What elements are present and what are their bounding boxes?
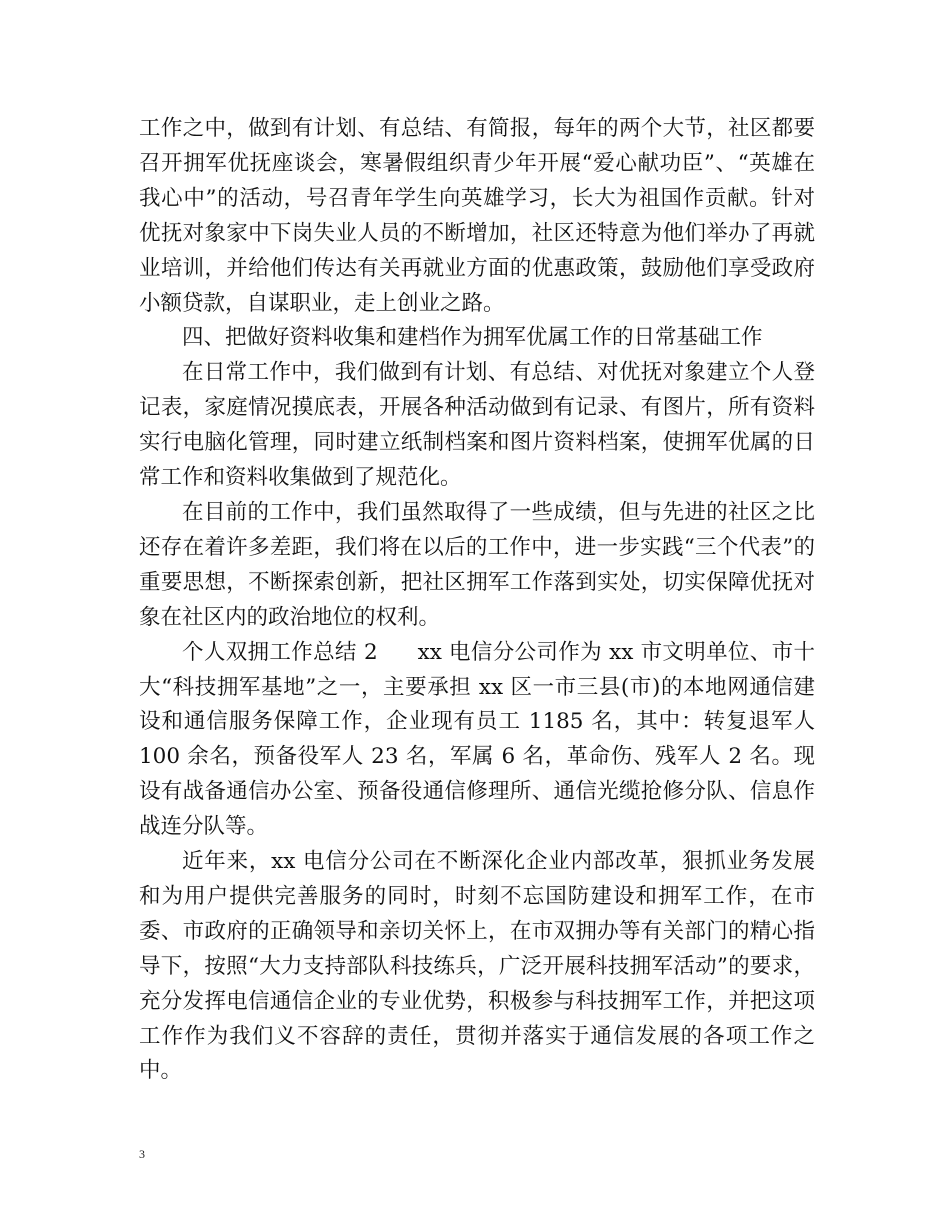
- section-heading: 四、把做好资料收集和建档作为拥军优属工作的日常基础工作: [182, 325, 763, 351]
- paragraph-text: xx 电信分公司作为 xx 市文明单位、市十大“科技拥军基地”之一，主要承担 xx 区一市三县(市)的本地网通信建设和通信服务保障工作，企业现有员工 1185 名，其中：转复退军人 100 余名，预备役军人 23 名，军属 6 名，革命伤、残军人 2 名。现设有战备通信办公室、预备役通信修理所、通信光缆抢修分队、信息作战连分队等。: [139, 639, 815, 840]
- page-number: 3: [139, 1147, 145, 1161]
- paragraph: [139, 636, 815, 845]
- paragraph: 近年来，xx 电信分公司在不断深化企业内部改革，狠抓业务发展和为用户提供完善服务的同时，时刻不忘国防建设和拥军工作，在市委、市政府的正确领导和亲切关怀上，在市双拥办等有关部门的精心指导下，按照“大力支持部队科技练兵，广泛开展科技拥军活动”的要求，充分发挥电信通信企业的专业优势，积极参与科技拥军工作，并把这项工作作为我们义不容辞的责任，贯彻并落实于通信发展的各项工作之中。: [139, 849, 815, 1084]
- document-body: [139, 112, 815, 1089]
- paragraph: 在日常工作中，我们做到有计划、有总结、对优抚对象建立个人登记表，家庭情况摸底表，开展各种活动做到有记录、有图片，所有资料实行电脑化管理，同时建立纸制档案和图片资料档案，使拥军优属的日常工作和资料收集做到了规范化。: [139, 360, 815, 491]
- paragraph: 工作之中，做到有计划、有总结、有简报，每年的两个大节，社区都要召开拥军优抚座谈会，寒暑假组织青少年开展“爱心献功臣”、“英雄在我心中”的活动，号召青年学生向英雄学习，长大为祖国作贡献。针对优抚对象家中下岗失业人员的不断增加，社区还特意为他们举办了再就业培训，并给他们传达有关再就业方面的优惠政策，鼓励他们享受政府小额贷款，自谋职业，走上创业之路。: [139, 116, 815, 316]
- summary-title: 个人双拥工作总结 2: [182, 639, 378, 665]
- paragraph: 在目前的工作中，我们虽然取得了一些成绩，但与先进的社区之比还存在着许多差距，我们将在以后的工作中，进一步实践“三个代表”的重要思想，不断探索创新，把社区拥军工作落到实处，切实保障优抚对象在社区内的政治地位的权利。: [139, 499, 815, 630]
